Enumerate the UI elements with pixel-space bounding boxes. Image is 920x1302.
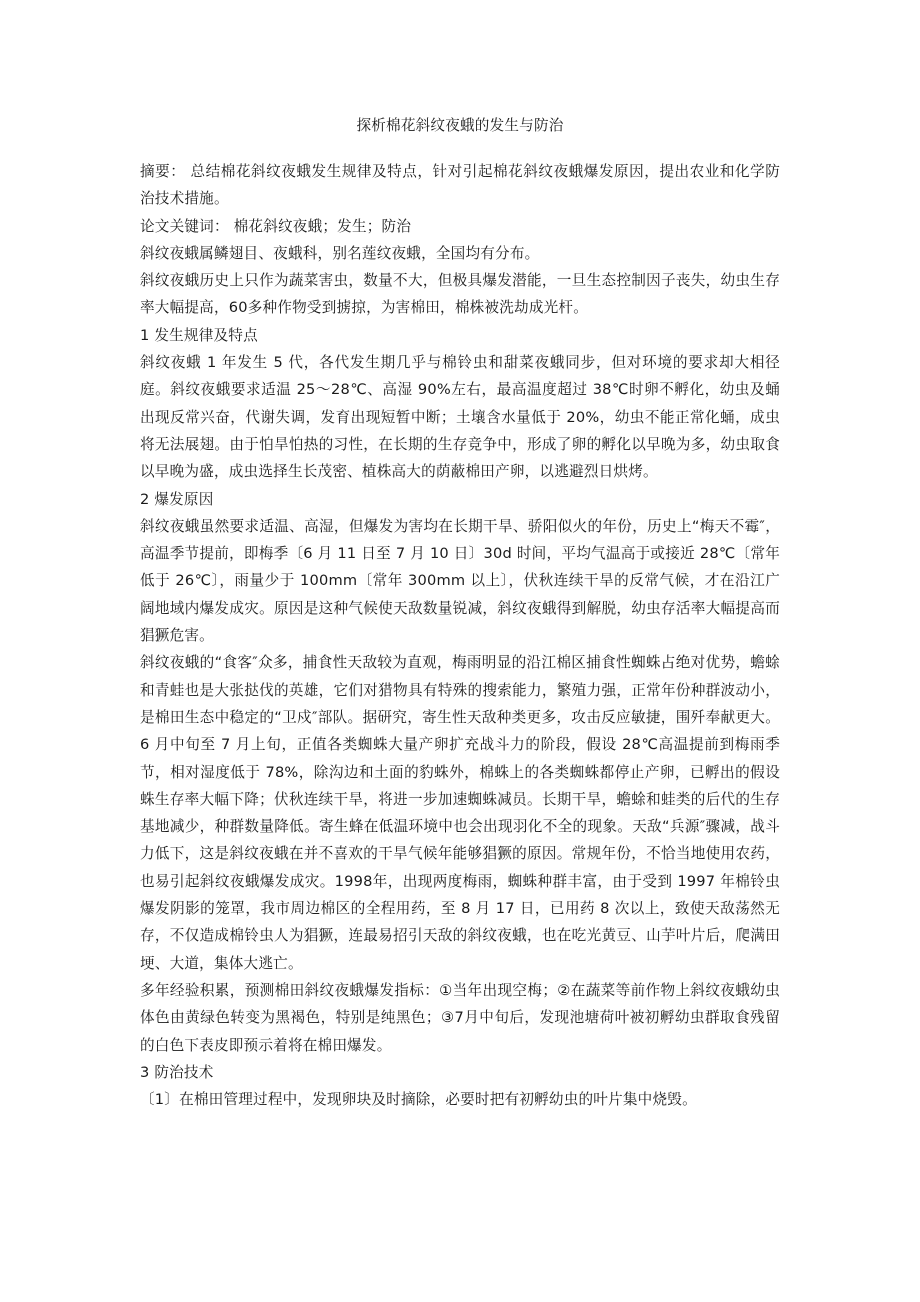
page-title: 探析棉花斜纹夜蛾的发生与防治: [356, 117, 564, 134]
abstract: 摘要： 总结棉花斜纹夜蛾发生规律及特点，针对引起棉花斜纹夜蛾爆发原因，提出农业和化学防治技术措施。: [140, 163, 780, 208]
section-3-item-1: 〔1〕在棉田管理过程中，发现卵块及时摘除，必要时把有初孵幼虫的叶片集中烧毁。: [140, 1091, 697, 1109]
document-body: [140, 112, 780, 1113]
section-1-paragraph: 斜纹夜蛾 1 年发生 5 代，各代发生期几乎与棉铃虫和甜菜夜蛾同步，但对环境的要求却大相径庭。斜纹夜蛾要求适温 25～28℃、高湿 90%左右，最高温度超过 38℃时卵不孵化，幼虫及蛹出现反常兴奋，代谢失调，发育出现短暂中断；土壤含水量低于 20%，幼虫不能正常化蛹，成虫将无法展翅。由于怕旱怕热的习性，在长期的生存竞争中，形成了卵的孵化以早晚为多，幼虫取食以早晚为盛，成虫选择生长茂密、植株高大的荫蔽棉田产卵，以逃避烈日烘烤。: [140, 354, 780, 481]
section-1-heading: 1 发生规律及特点: [140, 326, 258, 344]
section-2-paragraph-1: 斜纹夜蛾虽然要求适温、高湿，但爆发为害均在长期干旱、骄阳似火的年份，历史上“梅天不霉″，高温季节提前，即梅季〔6 月 11 日至 7 月 10 日〕30d 时间，平均气温高于或接近 28℃〔常年低于 26℃〕，雨量少于 100mm〔常年 300mm 以上〕，伏秋连续干旱的反常气候，才在沿江广阔地域内爆发成灾。原因是这种气候使天敌数量锐减，斜纹夜蛾得到解脱，幼虫存活率大幅提高而猖獗危害。: [140, 517, 780, 645]
keywords: 论文关键词： 棉花斜纹夜蛾；发生；防治: [140, 217, 412, 235]
intro-paragraph-2: 斜纹夜蛾历史上只作为蔬菜害虫，数量不大，但极具爆发潜能，一旦生态控制因子丧失，幼虫生存率大幅提高，60多种作物受到掳掠，为害棉田，棉株被洗劫成光杆。: [140, 272, 780, 317]
section-2-heading: 2 爆发原因: [140, 490, 214, 508]
section-2-paragraph-3: 多年经验积累，预测棉田斜纹夜蛾爆发指标：①当年出现空梅；②在蔬菜等前作物上斜纹夜蛾幼虫体色由黄绿色转变为黑褐色，特别是纯黑色；③7月中旬后，发现池塘荷叶被初孵幼虫群取食残留的白色下表皮即预示着将在棉田爆发。: [140, 981, 780, 1054]
section-2-paragraph-2: 斜纹夜蛾的“食客″众多，捕食性天敌较为直观，梅雨明显的沿江棉区捕食性蜘蛛占绝对优势，蟾蜍和青蛙也是大张挞伐的英雄，它们对猎物具有特殊的搜索能力，繁殖力强，正常年份种群波动小，是棉田生态中稳定的“卫戍″部队。据研究，寄生性天敌种类更多，攻击反应敏捷，围歼奉献更大。6 月中旬至 7 月上旬，正值各类蜘蛛大量产卵扩充战斗力的阶段，假设 28℃高温提前到梅雨季节，相对湿度低于 78%，除沟边和土面的豹蛛外，棉蛛上的各类蜘蛛都停止产卵，已孵出的假设蛛生存率大幅下降；伏秋连续干旱，将进一步加速蜘蛛减员。长期干旱，蟾蜍和蛙类的后代的生存基地减少，种群数量降低。寄生蜂在低温环境中也会出现羽化不全的现象。天敌“兵源″骤减，战斗力低下，这是斜纹夜蛾在并不喜欢的干旱气候年能够猖獗的原因。常规年份，不恰当地使用农药，也易引起斜纹夜蛾爆发成灾。1998年，出现两度梅雨，蜘蛛种群丰富，由于受到 1997 年棉铃虫爆发阴影的笼罩，我市周边棉区的全程用药，至 8 月 17 日，已用药 8 次以上，致使天敌荡然无存，不仅造成棉铃虫人为猖獗，连最易招引天敌的斜纹夜蛾，也在吃光黄豆、山芋叶片后，爬满田埂、大道，集体大逃亡。: [140, 654, 780, 972]
section-3-heading: 3 防治技术: [140, 1063, 214, 1081]
intro-paragraph-1: 斜纹夜蛾属鳞翅目、夜蛾科，别名莲纹夜蛾，全国均有分布。: [140, 244, 540, 262]
